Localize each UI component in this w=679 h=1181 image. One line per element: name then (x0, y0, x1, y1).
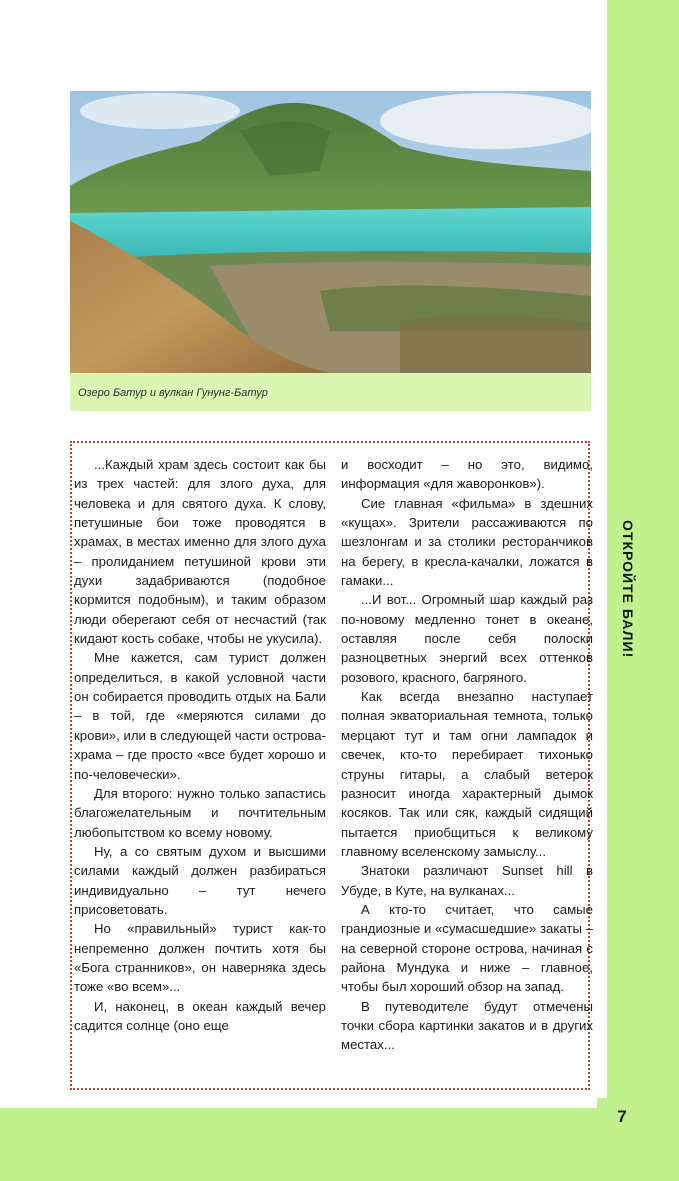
paragraph: А кто-то считает, что самые грандиозные и «сумасшедшие» закаты – на северной стороне острова, начиная с района Мундука и ниже – главное, чтобы был хороший обзор на запад. (341, 901, 593, 995)
paragraph: Мне кажется, сам турист должен определиться, в какой условной части он собирается проводить отдых на Бали – в той, где «меряются силами до крови», или в следующей части острова-храма – где просто «все будет хорошо и по-человечески». (74, 650, 326, 782)
section-title: ОТКРОЙТЕ БАЛИ! (620, 520, 636, 659)
paragraph: Сие главная «фильма» в здешних «кущах». Зрители рассаживаются по шезлонгам и за столики ресторанчиков на берегу, в кресла-качалки, ложатся в гамаки... (341, 495, 593, 589)
paragraph: В путеводителе будут отмечены точки сбора картинки закатов и в других местах... (341, 998, 593, 1053)
lake-volcano-photo (70, 91, 591, 373)
paragraph: Ну, а со святым духом и высшими силами каждый должен разбираться индивидуально – тут нечего присоветовать. (74, 843, 326, 917)
paragraph: Как всегда внезапно наступает полная экваториальная темнота, только мерцают тут и там огни лампадок и свечек, кто-то перебирает тихонько струны гитары, а слабый ветерок разносит иногда характерный дымок косяков. Так или сяк, каждый сидящий пытается приобщиться к великому главному вселенскому замыслу... (341, 689, 593, 859)
page-number-tab (597, 1098, 679, 1138)
photo-caption: Озеро Батур и вулкан Гунунг-Батур (78, 387, 268, 399)
paragraph: Но «правильный» турист как-то непременно должен почтить хотя бы «Бога странников», он наверняка здесь тоже «во всем»... (74, 921, 326, 995)
page-number: 7 (617, 1107, 627, 1126)
article-column-right (341, 455, 593, 1055)
paragraph: Знатоки различают Sunset hill в Убуде, в Куте, на вулканах... (341, 863, 593, 898)
landscape-illustration (70, 91, 591, 373)
paragraph: ...Каждый храм здесь состоит как бы из трех частей: для злого духа, для человека и для святого духа. К слову, петушиные бои тоже проводятся в храмах, в местах именно для злого духа – пролиданием петушиной крови эти духи задабриваются (подобное кормится подобным), и таким образом люди оберегают себя от несчастий (так кидают кость собаке, чтобы не укусила). (74, 457, 326, 647)
paragraph: Для второго: нужно только запастись благожелательным и почтительным любопытством ко всему новому. (74, 785, 326, 840)
paragraph: И, наконец, в океан каждый вечер садится солнце (оно еще (74, 998, 326, 1033)
paragraph-continued: и восходит – но это, видимо, информация «для жаворонков»). (341, 457, 593, 492)
bottom-accent-band (0, 1108, 679, 1181)
article-column-left (74, 455, 326, 1035)
paragraph: ...И вот... Огромный шар каждый раз по-новому медленно тонет в океане, оставляя после себя полоски разноцветных энергий всех оттенков розового, красного, багряного. (341, 592, 593, 685)
